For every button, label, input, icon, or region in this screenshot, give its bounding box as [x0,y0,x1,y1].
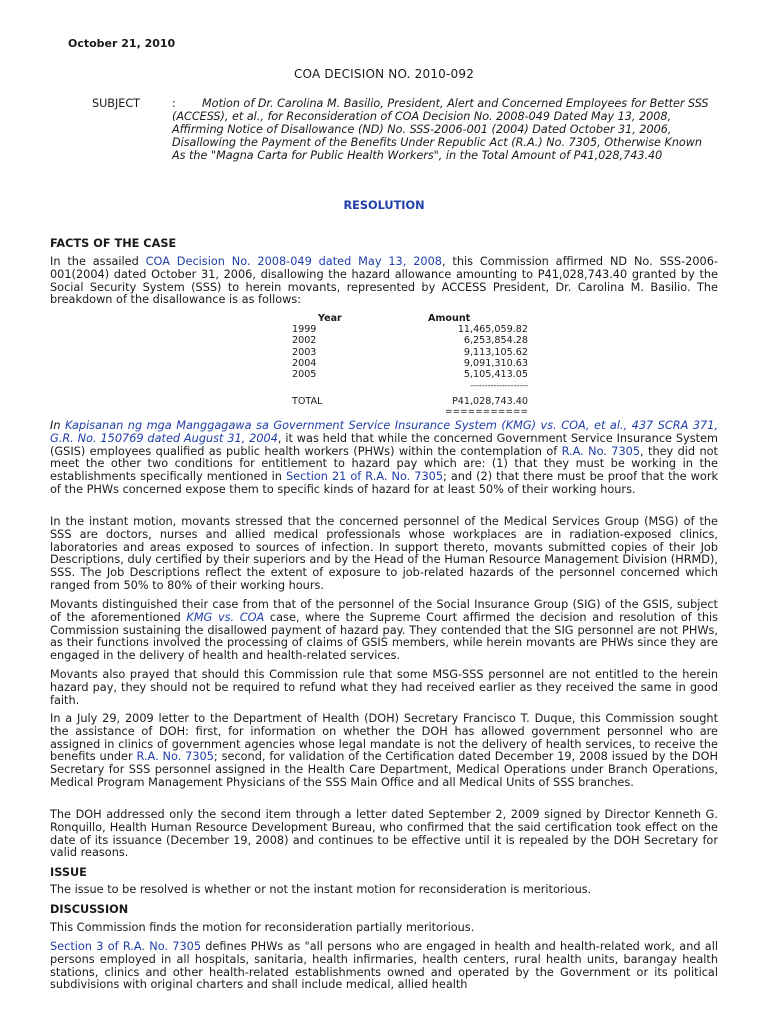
year-cell: 1999 [292,324,317,336]
subject-colon: : [172,97,176,110]
year-cell: 2005 [292,369,317,381]
p6-post: ; second, for validation of the Certification dated December 19, 2008 issued by the DOH Secretary for SSS personnel assigned in the Health Care Department, Medical Operations under Branch Operations, Medical Program Management Physicians of the SSS Main Office and all Medical Units of SSS branches. [50,750,718,789]
ra7305-link[interactable]: R.A. No. 7305 [561,444,641,458]
page-title: COA DECISION NO. 2010-092 [293,67,475,81]
paragraph-7: The DOH addressed only the second item through a letter dated September 2, 2009 signed by Director Kenneth G. Ronquillo, Health Human Resource Development Bureau, who confirmed that the said certification took effect on the date of its issuance (December 19, 2008) and continues to be effective until it is repealed by the DOH Secretary for valid reasons. [50,808,718,860]
paragraph-4 [50,599,718,663]
amount-cell: 9,113,105.62 [463,346,528,358]
resolution-heading: RESOLUTION [343,199,425,212]
ra7305-link-2[interactable]: R.A. No. 7305 [136,750,214,764]
paragraph-3: In the instant motion, movants stressed that the concerned personnel of the Medical Services Group (MSG) of the SSS are doctors, nurses and allied medical professionals whose workplaces are in radiation-exposed clinics, laboratories and areas exposed to sources of infection. In support thereto, movants submitted copies of their Job Descriptions, duly certified by their superiors and by the Head of the Human Resource Management Division (HRMD), SSS. The Job Descriptions reflect the extent of exposure to job-related hazards of the personnel concerned which ranged from 50% to 80% of their working hours. [50,515,718,592]
paragraph-5: Movants also prayed that should this Commission rule that some MSG-SSS personnel are not entitled to the herein hazard pay, they should not be required to refund what they had received earlier as they received the same in good faith. [50,668,718,707]
paragraph-2 [50,420,718,497]
subject-label: SUBJECT [92,97,140,110]
amount-cell: 11,465,059.82 [457,324,528,336]
table-row [288,324,528,335]
p1-post: , this Commission affirmed ND No. SSS-2006-001(2004) dated October 31, 2006, disallowing the hazard allowance amounting to P41,028,743.40 granted by the Social Security System (SSS) to herein movants, represented by ACCESS President, Dr. Carolina M. Basilio. The breakdown of the disallowance is as follows: [50,255,718,307]
paragraph-1 [50,256,718,307]
p1-pre: In the assailed [50,255,146,268]
amount-cell: 6,253,854.28 [463,335,528,347]
p2-mid2: , they did not meet the other two conditions for entitlement to hazard pay which are: (1) that they must be working in the establishments specifically mentioned in [50,444,718,484]
p10-post: defines PHWs as "all persons who are engaged in health and health-related work, and all persons employed in all hospitals, sanitaria, health infirmaries, health centers, rural health units, barangay health stations, clinics and other health-related establishments owned and operated by the Government or its political subdivisions with original charters and shall include medical, allied health [50,940,718,992]
paragraph-10 [50,941,718,992]
decision-date: October 21, 2010 [68,37,176,50]
year-header: Year [318,313,342,324]
p4-post: case, where the Supreme Court affirmed the decision and resolution of this Commission sustaining the disallowed payment of hazard pay. They contended that the SIG personnel are not PHWs, as their functions involved the processing of claims of GSIS members, while herein movants are PHWs since they are engaged in the delivery of health and health-related services. [50,610,719,663]
year-cell: 2004 [292,357,317,369]
facts-heading: FACTS OF THE CASE [50,237,177,250]
paragraph-6 [50,713,718,790]
p4-pre: Movants distinguished their case from that of the personnel of the Social Insurance Group (SIG) of the GSIS, subject of the aforementioned [50,598,718,624]
p6-pre: In a July 29, 2009 letter to the Department of Health (DOH) Secretary Francisco T. Duque, this Commission sought the assistance of DOH: first, for information on whether the DOH has allowed government personnel who are assigned in clinics of government agencies whose legal mandate is not the delivery of health services, to receive the benefits under [50,712,718,764]
kmg-vs-coa-link[interactable]: KMG vs. COA [186,610,265,624]
amount-cell: 5,105,413.05 [463,369,528,381]
year-cell: 2002 [292,335,317,347]
total-double-rule: =========== [445,406,528,417]
p2-pre: In [50,419,65,432]
table-row [288,347,528,358]
table-row [288,358,528,369]
amount-cell: 9,091,310.63 [463,357,528,369]
paragraph-8: The issue to be resolved is whether or not the instant motion for reconsideration is meritorious. [50,883,592,896]
total-row [288,396,528,407]
table-row [288,335,528,346]
coa-decision-link[interactable]: COA Decision No. 2008-049 dated May 13, 2008 [145,255,442,268]
total-value: P41,028,743.40 [452,396,528,408]
disallowance-breakdown-table [288,313,528,417]
amount-header: Amount [428,313,471,324]
kmg-case-link[interactable]: Kapisanan ng mga Manggagawa sa Government Service Insurance System (KMG) vs. COA, et al., 437 SCRA 371, G.R. No. 150769 dated August 31, 2004 [50,419,718,445]
total-separator: -------------------- [470,381,528,391]
subject-text: Motion of Dr. Carolina M. Basilio, President, Alert and Concerned Employees for Better SSS (ACCESS), et al., for Reconsideration of COA Decision No. 2008-049 Dated May 13, 2008, Affirming Notice of Disallowance (ND) No. SSS-2006-001 (2004) Dated October 31, 2006, Disallowing the Payment of the Benefits Under Republic Act (R.A.) No. 7305, Otherwise Known As the "Magna Carta for Public Health Workers", in the Total Amount of P41,028,743.40 [172,97,709,162]
table-row [288,369,528,380]
total-label: TOTAL [292,396,323,408]
year-cell: 2003 [292,346,317,358]
paragraph-9: This Commission finds the motion for reconsideration partially meritorious. [50,921,475,934]
issue-heading: ISSUE [50,866,87,879]
p2-post: ; and (2) that there must be proof that the work of the PHWs concerned expose them to specific kinds of hazard for at least 50% of their working hours. [50,470,718,496]
section21-link[interactable]: Section 21 of R.A. No. 7305 [285,470,444,484]
p2-mid1: , it was held that while the concerned Government Service Insurance System (GSIS) employees qualified as public health workers (PHWs) within the contemplation of [50,431,718,458]
discussion-heading: DISCUSSION [50,903,129,916]
section3-link[interactable]: Section 3 of R.A. No. 7305 [50,940,202,953]
